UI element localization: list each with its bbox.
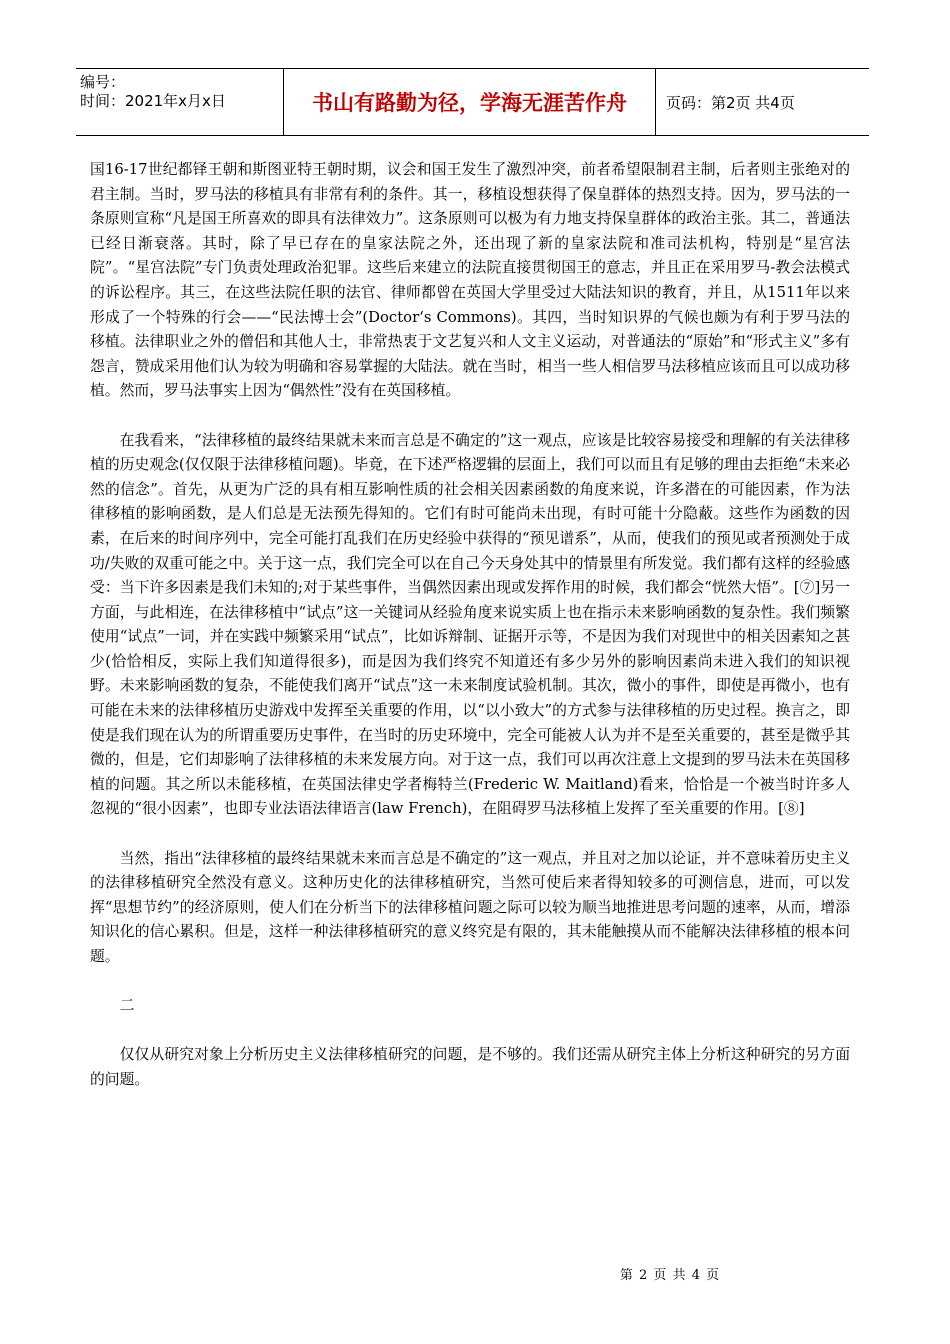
paragraph-2: 在我看来，“法律移植的最终结果就未来而言总是不确定的”这一观点，应该是比较容易接受和理解的有关法律移植的历史观念(仅仅限于法律移植问题)。毕竟，在下述严格逻辑的层面上，我们可以而且有足够的理由去拒绝“未来必然的信念”。首先，从更为广泛的具有相互影响性质的社会相关因素函数的角度来说，许多潜在的可能因素，作为法律移植的影响函数，是人们总是无法预先得知的。它们有时可能尚未出现，有时可能十分隐蔽。这些作为函数的因素，在后来的时间序列中，完全可能打乱我们在历史经验中获得的“预见谱系”，从而，使我们的预见或者预测处于成功/失败的双重可能之中。关于这一点，我们完全可以在自己今天身处其中的情景里有所发觉。我们都有这样的经验感受：当下许多因素是我们未知的;对于某些事件，当偶然因素出现或发挥作用的时候，我们都会“恍然大悟”。[⑦]另一方面，与此相连，在法律移植中“试点”这一关键词从经验角度来说实质上也在指示未来影响函数的复杂性。我们频繁使用“试点”一词，并在实践中频繁采用“试点”，比如诉辩制、证据开示等，不是因为我们对现世中的相关因素知之甚少(恰恰相反，实际上我们知道得很多)，而是因为我们终究不知道还有多少另外的影响因素尚未进入我们的知识视野。未来影响函数的复杂，不能使我们离开“试点”这一未来制度试验机制。其次，微小的事件，即使是再微小，也有可能在未来的法律移植历史游戏中发挥至关重要的作用，以“以小致大”的方式参与法律移植的历史过程。换言之，即使是我们现在认为的所谓重要历史事件，在当时的历史环境中，完全可能被人认为并不是至关重要的，甚至是微乎其微的，但是，它们却影响了法律移植的未来发展方向。对于这一点，我们可以再次注意上文提到的罗马法未在英国移植的问题。其之所以未能移植，在英国法律史学者梅特兰(Frederic W. Maitland)看来，恰恰是一个被当时许多人忽视的“很小因素”，也即专业法语法律语言(law French)，在阻碍罗马法移植上发挥了至关重要的作用。[⑧] xyxy=(90,431,850,818)
footer-page-number: 第 2 页 共 4 页 xyxy=(619,1268,721,1283)
paragraph-4: 仅仅从研究对象上分析历史主义法律移植研究的问题，是不够的。我们还需从研究主体上分析这种研究的另方面的问题。 xyxy=(90,1046,850,1088)
page-footer xyxy=(0,1264,950,1283)
section-heading: 二 xyxy=(119,997,135,1015)
paragraph-3: 当然，指出“法律移植的最终结果就未来而言总是不确定的”这一观点，并且对之加以论证，并不意味着历史主义的法律移植研究全然没有意义。这种历史化的法律移植研究，当然可使后来者得知较多的可测信息，进而，可以发挥“思想节约”的经济原则，使人们在分析当下的法律移植问题之际可以较为顺当地推进思考问题的速率，从而，增添知识化的信心累积。但是，这样一种法律移植研究的意义终究是有限的，其未能触摸从而不能解决法律移植的根本问题。 xyxy=(90,849,850,965)
header-page-label: 页码：第2页 共4页 xyxy=(666,93,795,112)
header-motto: 书山有路勤为径，学海无涯苦作舟 xyxy=(284,69,656,135)
header-meta xyxy=(76,69,284,135)
paragraph-1: 国16-17世纪都铎王朝和斯图亚特王朝时期，议会和国王发生了激烈冲突，前者希望限制君主制，后者则主张绝对的君主制。当时，罗马法的移植具有非常有利的条件。其一，移植设想获得了保皇群体的热烈支持。因为，罗马法的一条原则宣称“凡是国王所喜欢的即具有法律效力”。这条原则可以极为有力地支持保皇群体的政治主张。其二，普通法已经日渐衰落。其时，除了早已存在的皇家法院之外，还出现了新的皇家法院和准司法机构，特别是“星宫法院”。“星宫法院”专门负责处理政治犯罪。这些后来建立的法院直接贯彻国王的意志，并且正在采用罗马-教会法模式的诉讼程序。其三，在这些法院任职的法官、律师都曾在英国大学里受过大陆法知识的教育，并且，从1511年以来形成了一个特殊的行会——“民法博士会”(Doctor‘s Commons)。其四，当时知识界的气候也颇为有利于罗马法的移植。法律职业之外的僧侣和其他人士，非常热衷于文艺复兴和人文主义运动，对普通法的“原始”和“形式主义”多有怨言，赞成采用他们认为较为明确和容易掌握的大陆法。就在当时，相当一些人相信罗马法移植应该而且可以成功移植。然而，罗马法事实上因为“偶然性”没有在英国移植。 xyxy=(90,161,850,400)
date-label: 时间：2021年x月x日 xyxy=(80,92,226,110)
number-label: 编号： xyxy=(80,73,126,91)
page-header xyxy=(76,68,869,136)
document-body xyxy=(90,158,850,1117)
